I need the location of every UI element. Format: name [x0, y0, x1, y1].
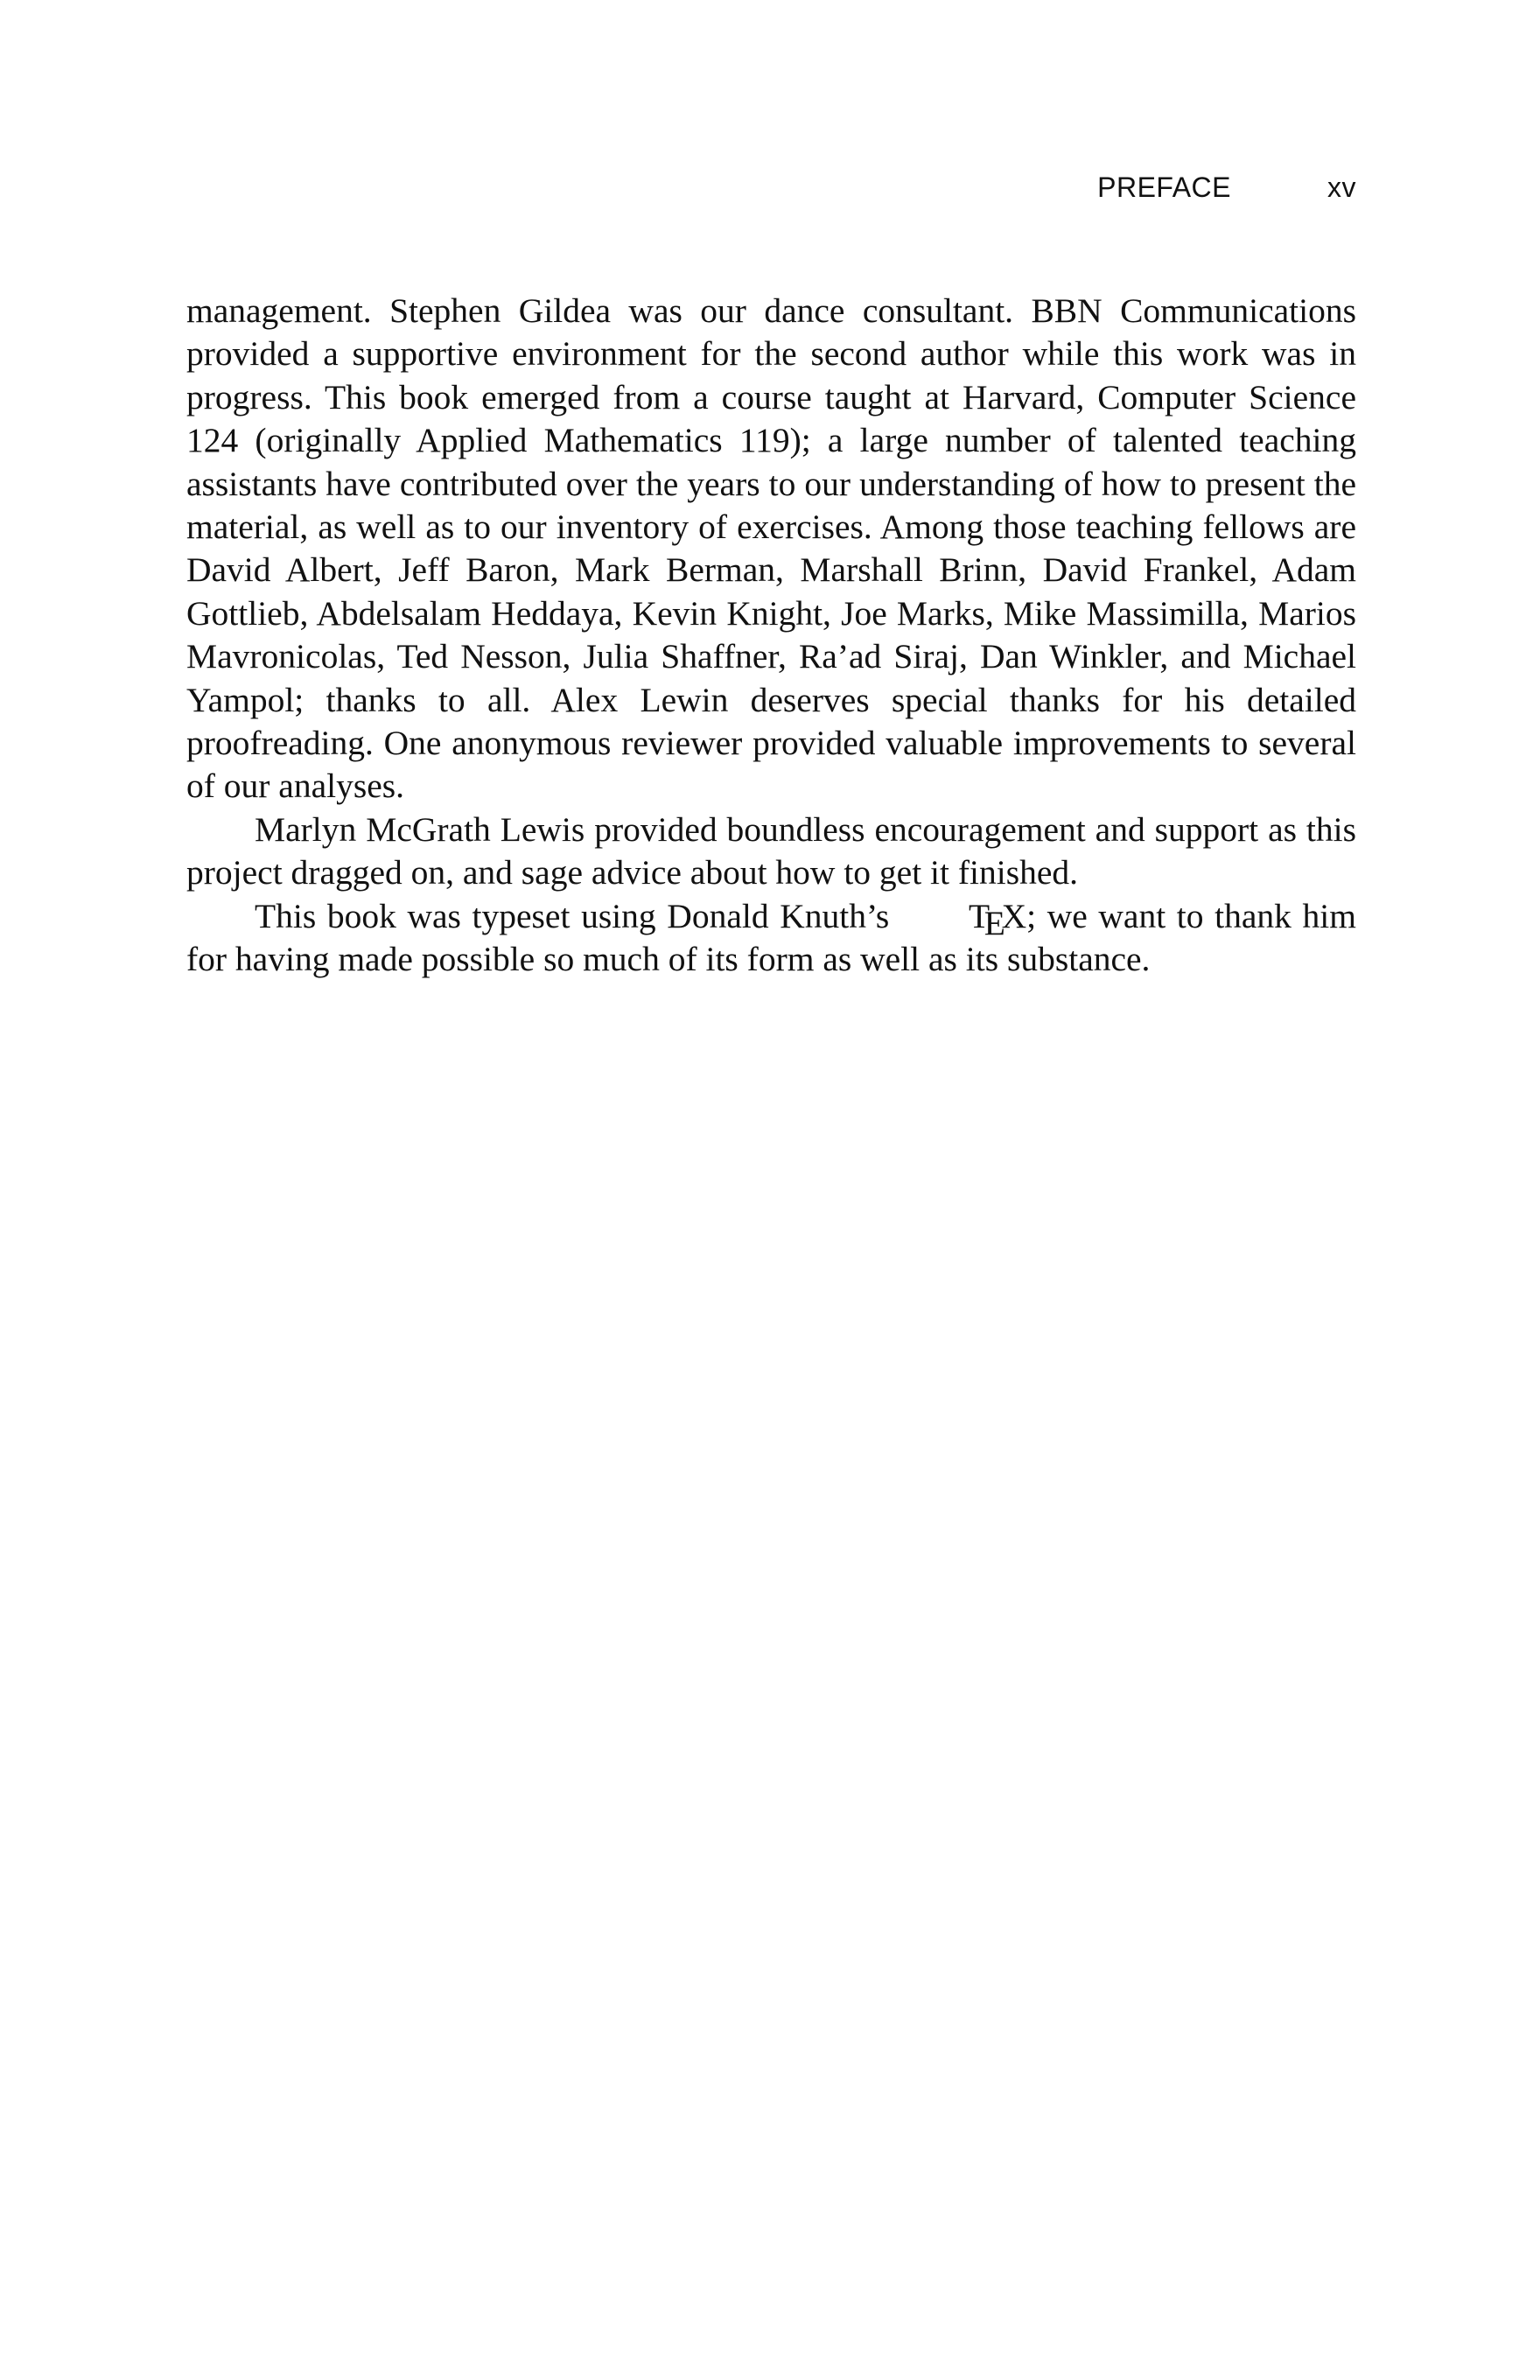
paragraph-acknowledgments-continued: management. Stephen Gildea was our dance consultant. BBN Communications provided a supportive environment for the second author while this work was in progress. This book emerged from a course taught at Harvard, Computer Science 124 (originally Applied Mathematics 119); a large number of talented teaching assistants have contributed over the years to our understanding of how to present the material, as well as to our inventory of exercises. Among those teaching fellows are David Albert, Jeff Baron, Mark Berman, Marshall Brinn, David Frankel, Adam Gottlieb, Abdelsalam Heddaya, Kevin Knight, Joe Marks, Mike Massimilla, Marios Mavronicolas, Ted Nesson, Julia Shaffner, Ra’ad Siraj, Dan Winkler, and Michael Yampol; thanks to all. Alex Lewin deserves special thanks for his detailed proofreading. One anonymous reviewer provided valuable improvements to several of our analyses.: [186, 291, 1356, 806]
paragraph-typesetting: [186, 895, 1356, 982]
typesetting-text-after: ; we want to thank him for having made possible so much of its form as well as its substance.: [186, 896, 1356, 979]
preface-text: [186, 290, 1356, 982]
section-title: PREFACE: [1097, 172, 1231, 203]
typesetting-text-before: This book was typeset using Donald Knuth’s: [255, 896, 900, 935]
page-number: xv: [1327, 172, 1356, 203]
paragraph-encouragement: Marlyn McGrath Lewis provided boundless encouragement and support as this project dragged on, and sage advice about how to get it finished.: [186, 809, 1356, 892]
running-head: [1097, 172, 1356, 204]
tex-logo: TEX: [968, 896, 1027, 943]
